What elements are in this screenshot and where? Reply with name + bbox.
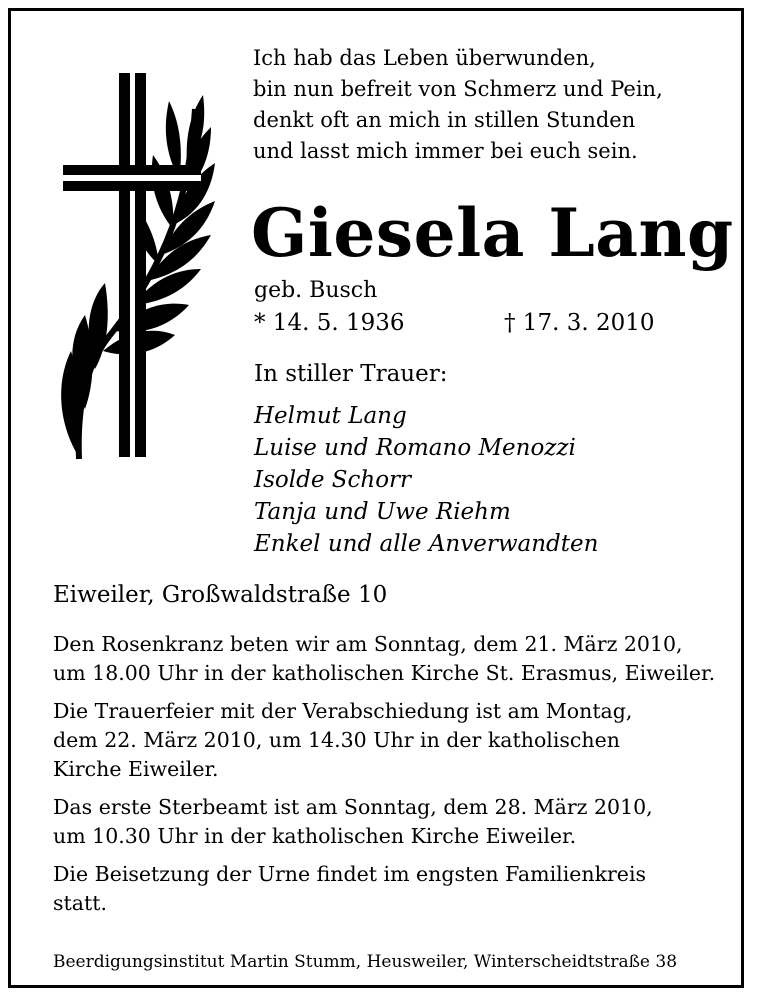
- mourner-name: Isolde Schorr: [254, 467, 412, 493]
- notice-line: um 18.00 Uhr in der katholischen Kirche St. Erasmus, Eiweiler.: [53, 661, 716, 685]
- obituary-notice: [8, 8, 744, 988]
- family-address: Eiweiler, Großwaldstraße 10: [53, 582, 388, 608]
- poem-line: und lasst mich immer bei euch sein.: [253, 139, 638, 163]
- mourner-name: Tanja und Uwe Riehm: [254, 499, 511, 525]
- notice-line: Die Beisetzung der Urne findet im engsten Familienkreis: [53, 862, 647, 886]
- rosary-notice: [53, 630, 743, 688]
- mourner-name: Luise und Romano Menozzi: [254, 435, 576, 461]
- notice-line: Das erste Sterbeamt ist am Sonntag, dem 28. März 2010,: [53, 795, 653, 819]
- requiem-mass-notice: [53, 793, 743, 851]
- cross-with-olive-branch-icon: [55, 69, 225, 469]
- service-notices: [53, 630, 743, 927]
- notice-line: um 10.30 Uhr in der katholischen Kirche Eiweiler.: [53, 824, 577, 848]
- notice-line: Die Trauerfeier mit der Verabschiedung ist am Montag,: [53, 699, 633, 723]
- notice-line: dem 22. März 2010, um 14.30 Uhr in der katholischen: [53, 728, 620, 752]
- mourners-list: [254, 400, 598, 560]
- mourners-heading: In stiller Trauer:: [254, 361, 448, 387]
- memorial-poem: [253, 43, 733, 167]
- poem-line: bin nun befreit von Schmerz und Pein,: [253, 77, 663, 101]
- notice-line: Kirche Eiweiler.: [53, 757, 219, 781]
- life-dates: [254, 307, 694, 339]
- notice-line: Den Rosenkranz beten wir am Sonntag, dem 21. März 2010,: [53, 632, 683, 656]
- notice-line: statt.: [53, 891, 107, 915]
- funeral-service-notice: [53, 697, 743, 784]
- poem-line: denkt oft an mich in stillen Stunden: [253, 108, 636, 132]
- burial-notice: [53, 860, 743, 918]
- maiden-name: geb. Busch: [254, 278, 378, 303]
- funeral-home-credit: Beerdigungsinstitut Martin Stumm, Heusweiler, Winterscheidtstraße 38: [53, 952, 678, 972]
- death-date: † 17. 3. 2010: [504, 310, 655, 336]
- deceased-name: Giesela Lang: [251, 194, 734, 272]
- mourner-name: Enkel und alle Anverwandten: [254, 531, 599, 557]
- mourner-name: Helmut Lang: [254, 403, 407, 429]
- poem-line: Ich hab das Leben überwunden,: [253, 46, 596, 70]
- birth-date: * 14. 5. 1936: [254, 310, 405, 336]
